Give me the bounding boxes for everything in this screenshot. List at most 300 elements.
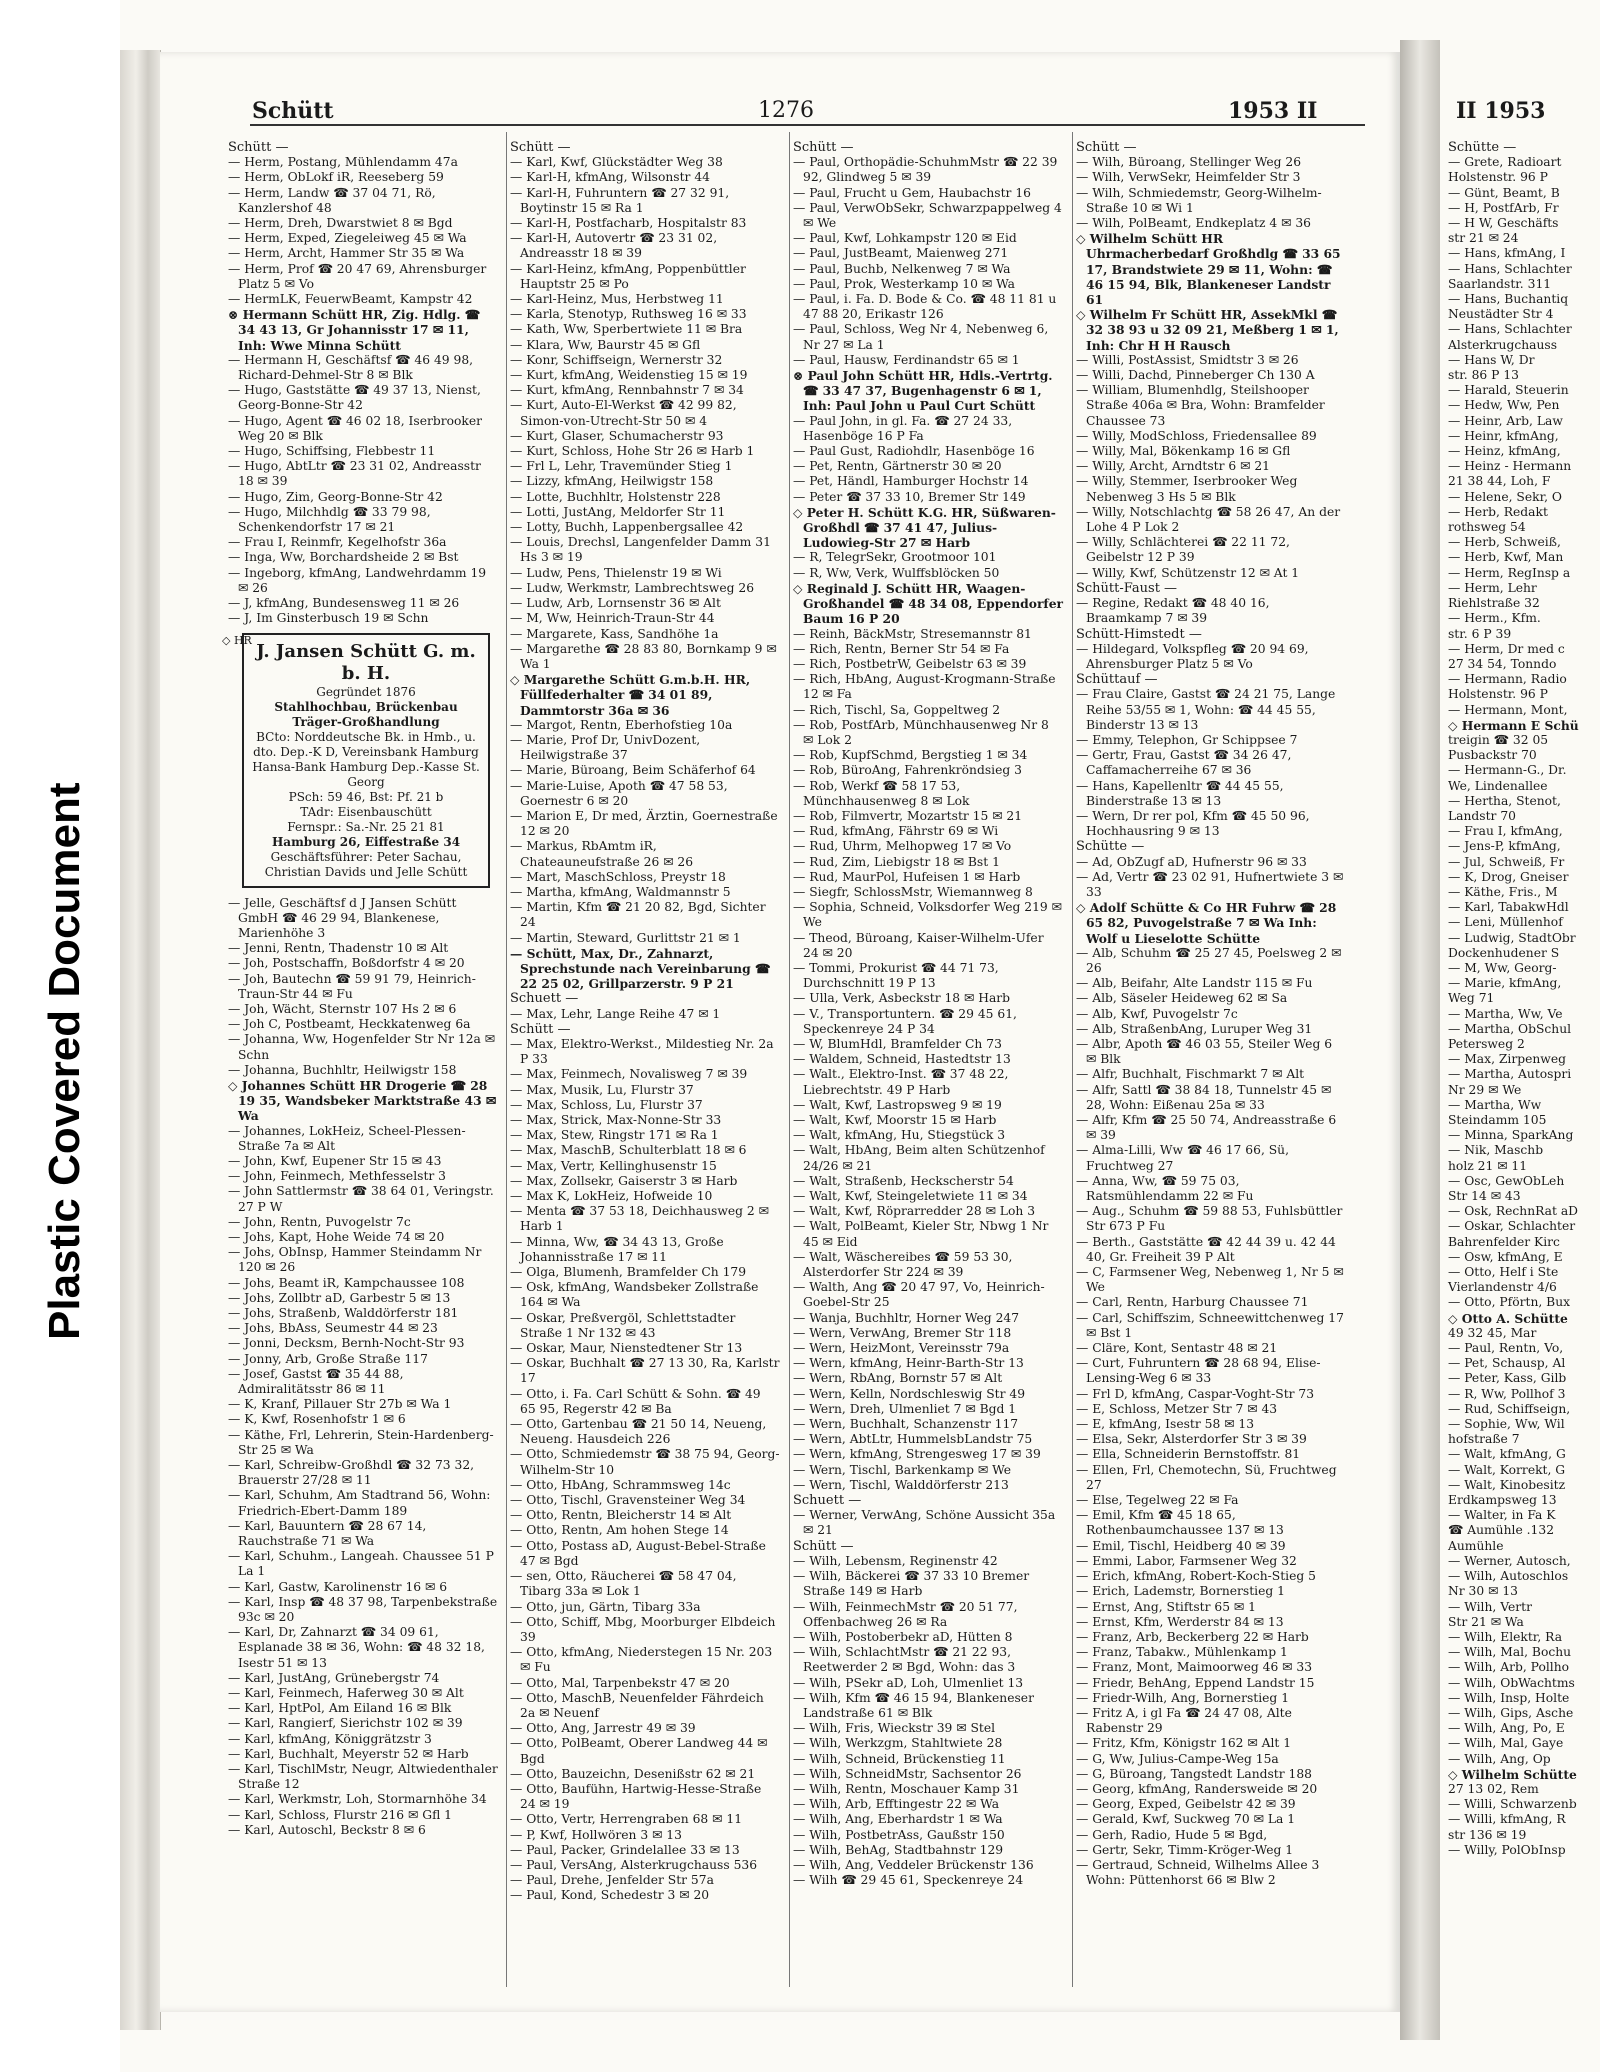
- directory-entry: — Rob, BüroAng, Fahrenkröndsieg 3: [793, 763, 1022, 778]
- directory-entry: — Walt., Elektro-Inst. ☎ 37 48 22, Liebrechtstr. 49 P Harb: [793, 1067, 1009, 1097]
- directory-entry: — Walt, Wäschereibes ☎ 59 53 30, Alsterdorfer Str 224 ✉ 39: [793, 1249, 1013, 1280]
- directory-entry: — Ernst, Ang, Stiftstr 65 ✉ 1: [1076, 1599, 1256, 1614]
- directory-entry: — Wern, Kelln, Nordschleswig Str 49: [793, 1386, 1026, 1401]
- page-number: 1276: [758, 98, 814, 123]
- directory-entry: — Konr, Schiffseign, Wernerstr 32: [510, 352, 723, 367]
- directory-entry: — Wilh, Bäckerei ☎ 37 33 10 Bremer Straße 149 ✉ Harb: [793, 1569, 1030, 1599]
- directory-entry: — Marie-Luise, Apoth ☎ 47 58 53, Goernestr 6 ✉ 20: [510, 778, 728, 808]
- directory-entry: — Wilh, PolBeamt, Endkeplatz 4 ✉ 36: [1076, 216, 1311, 231]
- directory-entry: — Pet, Schausp, Al: [1448, 1356, 1566, 1371]
- directory-entry: — Wern, kfmAng, Strengesweg 17 ✉ 39: [793, 1447, 1041, 1462]
- directory-entry: — Herb, Schweiß,: [1448, 535, 1561, 550]
- directory-entry: — Leni, Müllenhof: [1448, 915, 1563, 930]
- directory-entry: — Cläre, Kont, Sentastr 48 ✉ 21: [1076, 1341, 1278, 1356]
- directory-entry: — Jelle, Geschäftsf d J Jansen Schütt GmbH ☎ 46 29 94, Blankenese, Marienhöhe 3: [228, 895, 457, 940]
- column-divider: [1072, 132, 1073, 1987]
- directory-entry: — Joh C, Postbeamt, Heckkatenweg 6a: [228, 1017, 471, 1032]
- directory-entry: — Ad, ObZugf aD, Hufnerstr 96 ✉ 33: [1076, 854, 1307, 869]
- directory-entry: — Willi, kfmAng, R: [1448, 1812, 1566, 1827]
- directory-entry: — Fritz, Kfm, Königstr 162 ✉ Alt 1: [1076, 1736, 1292, 1751]
- directory-entry: — Willy, Schlächterei ☎ 22 11 72, Geibelstr 12 P 39: [1076, 535, 1290, 565]
- directory-entry: — K, Kranf, Pillauer Str 27b ✉ Wa 1: [228, 1397, 452, 1412]
- directory-entry: — Paul Gust, Radiohdlr, Hasenböge 16: [793, 444, 1035, 459]
- directory-entry: ◇ Peter H. Schütt K.G. HR, Süßwaren-Großhdl ☎ 37 41 47, Julius-Ludowieg-Str 27 ✉ Harb: [793, 504, 1056, 551]
- directory-entry: — Karl, kfmAng, Königgrätzstr 3: [228, 1731, 432, 1746]
- ad-line: Stahlhochbau, Brückenbau: [274, 699, 458, 714]
- directory-entry: — Carl, Rentn, Harburg Chaussee 71: [1076, 1295, 1309, 1310]
- directory-entry: — William, Blumenhdlg, Steilshooper Straße 406a ✉ Bra, Wohn: Bramfelder Chaussee 73: [1076, 383, 1325, 428]
- directory-entry: — Otto, Vertr, Herrengraben 68 ✉ 11: [510, 1812, 743, 1827]
- directory-entry: — Otto, Rentn, Am hohen Stege 14: [510, 1523, 729, 1538]
- directory-entry: — Alb, Schuhm ☎ 25 27 45, Poelsweg 2 ✉ 26: [1076, 945, 1342, 975]
- directory-entry: — Osc, GewObLeh: [1448, 1173, 1565, 1188]
- directory-entry: — Walt, kfmAng, Hu, Stiegstück 3: [793, 1128, 1006, 1143]
- book-gutter: [1400, 40, 1440, 2040]
- directory-entry: — M, Ww, Georg-: [1448, 960, 1557, 975]
- directory-entry: — Ingeborg, kfmAng, Landwehrdamm 19 ✉ 26: [228, 565, 487, 595]
- directory-entry: — Max, MaschB, Schulterblatt 18 ✉ 6: [510, 1143, 747, 1158]
- directory-entry: — Martha, Autospri: [1448, 1067, 1572, 1082]
- directory-entry: str. 86 P 13: [1448, 368, 1519, 383]
- directory-entry: — Wilh, Ang, Op: [1448, 1751, 1551, 1766]
- directory-entry: Schütt-Faust —: [1076, 580, 1178, 596]
- directory-entry: — Paul, Frucht u Gem, Haubachstr 16: [793, 185, 1031, 200]
- directory-entry: Schüttauf —: [1076, 672, 1158, 688]
- ad-line: Träger-Großhandlung: [292, 714, 440, 729]
- directory-entry: — Otto, PolBeamt, Oberer Landweg 44 ✉ Bgd: [510, 1736, 768, 1766]
- directory-entry: — Herm, Exped, Ziegeleiweg 45 ✉ Wa: [228, 231, 467, 246]
- directory-entry: — Wern, AbtLtr, HummelsbLandstr 75: [793, 1432, 1033, 1447]
- directory-entry: — Waldem, Schneid, Hastedtstr 13: [793, 1052, 1011, 1067]
- directory-entry: 21 38 44, Loh, F: [1448, 474, 1551, 489]
- directory-entry: — Karl, Bauuntern ☎ 28 67 14, Rauchstraße 71 ✉ Wa: [228, 1518, 427, 1549]
- directory-entry: — Jonni, Decksm, Bernh-Nocht-Str 93: [228, 1336, 465, 1351]
- directory-entry: — Karl, HptPol, Am Eiland 16 ✉ Blk: [228, 1701, 452, 1716]
- directory-entry: — Kath, Ww, Sperbertwiete 11 ✉ Bra: [510, 322, 743, 337]
- directory-entry: Neustädter Str 4: [1448, 307, 1554, 322]
- directory-entry: Weg 71: [1448, 991, 1495, 1006]
- directory-entry: Alsterkrugchauss: [1448, 337, 1558, 352]
- directory-entry: — Siegfr, SchlossMstr, Wiemannweg 8: [793, 884, 1033, 899]
- directory-entry: — Wilh, Arb, Efftingestr 22 ✉ Wa: [793, 1797, 1000, 1812]
- ad-line: TAdr: Eisenbauschütt: [300, 804, 432, 819]
- directory-entry: — Klara, Ww, Baurstr 45 ✉ Gfl: [510, 337, 701, 352]
- directory-entry: — Hermann, Mont,: [1448, 702, 1568, 717]
- directory-entry: — Paul, Kond, Schedestr 3 ✉ 20: [510, 1888, 710, 1903]
- directory-entry: — Berth., Gaststätte ☎ 42 44 39 u. 42 44 40, Gr. Freiheit 39 P Alt: [1076, 1234, 1336, 1264]
- directory-entry: — Walt, Korrekt, G: [1448, 1462, 1566, 1477]
- directory-entry: ◇ Wilhelm Fr Schütt HR, AssekMkl ☎ 32 38 93 u 32 09 21, Meßberg 1 ✉ 1, Inh: Chr H H Rausch: [1076, 307, 1339, 353]
- directory-entry: Schütt —: [793, 140, 854, 155]
- directory-entry: — Jul, Schweiß, Fr: [1448, 854, 1565, 869]
- directory-entry: — Herm, Landw ☎ 37 04 71, Rö, Kanzlershof 48: [228, 185, 436, 215]
- directory-entry: — Paul, Orthopädie-SchuhmMstr ☎ 22 39 92, Glindweg 5 ✉ 39: [793, 155, 1058, 185]
- directory-entry: — R, TelegrSekr, Grootmoor 101: [793, 550, 997, 565]
- directory-entry: — Peter ☎ 37 33 10, Bremer Str 149: [793, 489, 1026, 504]
- directory-entry: Schütt-Himstedt —: [1076, 626, 1202, 642]
- directory-entry: — Max, Zollsekr, Gaiserstr 3 ✉ Harb: [510, 1173, 738, 1188]
- directory-entry: ⊗ Paul John Schütt HR, Hdls.-Vertrtg. ☎ 33 47 37, Bugenhagenstr 6 ✉ 1, Inh: Paul John u Paul Curt Schütt: [793, 368, 1053, 414]
- directory-entry: — Frau I, Reinmfr, Kegelhofstr 36a: [228, 535, 447, 550]
- directory-entry: — Georg, Exped, Geibelstr 42 ✉ 39: [1076, 1797, 1296, 1812]
- running-head-year: 1953 II: [1228, 98, 1318, 124]
- directory-entry: — Rud, Uhrm, Melhopweg 17 ✉ Vo: [793, 839, 1012, 854]
- directory-entry: — Wern, Buchhalt, Schanzenstr 117: [793, 1417, 1019, 1432]
- directory-entry: — Otto, Postass aD, August-Bebel-Straße 47 ✉ Bgd: [510, 1538, 766, 1568]
- directory-entry: — Karl, Insp ☎ 48 37 98, Tarpenbekstraße 93c ✉ 20: [228, 1594, 498, 1625]
- directory-entry: — Otto, Schiff, Mbg, Moorburger Elbdeich 39: [510, 1614, 776, 1644]
- directory-entry: — Paul, i. Fa. D. Bode & Co. ☎ 48 11 81 u 47 88 20, Erikastr 126: [793, 292, 1057, 322]
- directory-entry: — Willi, Dachd, Pinneberger Ch 130 A: [1076, 368, 1315, 383]
- directory-entry: — Wilh, Rentn, Moschauer Kamp 31: [793, 1781, 1020, 1796]
- directory-entry: — Max, Zirpenweg: [1448, 1052, 1566, 1067]
- entry-list: [228, 896, 498, 1839]
- entry-list: [793, 140, 1063, 1888]
- directory-entry: — Otto, i. Fa. Carl Schütt & Sohn. ☎ 49 65 95, Regerstr 42 ✉ Ba: [510, 1386, 761, 1416]
- directory-entry: — Karl, Schuhm., Langeah. Chaussee 51 P La 1: [228, 1549, 494, 1579]
- directory-entry: Holstenstr. 96 P: [1448, 170, 1548, 185]
- directory-entry: — Hans, Schlachter: [1448, 261, 1572, 276]
- ad-line: Fernspr.: Sa.-Nr. 25 21 81: [287, 819, 445, 834]
- directory-entry: — Frl D, kfmAng, Caspar-Voght-Str 73: [1076, 1386, 1315, 1401]
- directory-entry: — Rud, MaurPol, Hufeisen 1 ✉ Harb: [793, 869, 1021, 884]
- directory-entry: — Hertha, Stenot,: [1448, 793, 1561, 808]
- directory-entry: — Peter, Kass, Gilb: [1448, 1371, 1567, 1386]
- directory-entry: — Martha, Ww, Ve: [1448, 1006, 1563, 1021]
- directory-entry: — Wilh, Elektr, Ra: [1448, 1629, 1563, 1644]
- directory-entry: — Herm, Archt, Hammer Str 35 ✉ Wa: [228, 246, 465, 261]
- directory-entry: Pusbackstr 70: [1448, 748, 1537, 763]
- running-head-title: Schütt: [252, 98, 334, 124]
- directory-entry: — Max, Lehr, Lange Reihe 47 ✉ 1: [510, 1006, 721, 1021]
- directory-entry: — Wilh, Lebensm, Reginenstr 42: [793, 1553, 998, 1568]
- directory-entry: — Paul, Kwf, Lohkampstr 120 ✉ Eid: [793, 231, 1017, 246]
- directory-entry: — Gerald, Kwf, Suckweg 70 ✉ La 1: [1076, 1812, 1296, 1827]
- directory-entry: — Wilh, PSekr aD, Loh, Ulmenliet 13: [793, 1675, 1024, 1690]
- directory-entry: — Emmy, Telephon, Gr Schippsee 7: [1076, 732, 1298, 747]
- directory-entry: — Wilh, Insp, Holte: [1448, 1690, 1570, 1705]
- directory-entry: Holstenstr. 96 P: [1448, 687, 1548, 702]
- directory-entry: — Karla, Stenotyp, Ruthsweg 16 ✉ 33: [510, 307, 747, 322]
- directory-entry: — Karl, Gastw, Karolinenstr 16 ✉ 6: [228, 1579, 448, 1594]
- directory-entry: — Alb, StraßenbAng, Luruper Weg 31: [1076, 1021, 1313, 1036]
- directory-entry: — Karl, Schuhm, Am Stadtrand 56, Wohn: Friedrich-Ebert-Damm 189: [228, 1488, 491, 1518]
- directory-entry: — Franz, Arb, Beckerberg 22 ✉ Harb: [1076, 1629, 1309, 1644]
- directory-entry: — Wilh, VerwSekr, Heimfelder Str 3: [1076, 170, 1301, 185]
- directory-entry: Schütt —: [793, 1538, 854, 1554]
- directory-entry: — Elsa, Sekr, Alsterdorfer Str 3 ✉ 39: [1076, 1432, 1307, 1447]
- directory-entry: — Johannes, LokHeiz, Scheel-Plessen-Straße 7a ✉ Alt: [228, 1123, 466, 1153]
- entry-list: [510, 140, 780, 1904]
- directory-entry: — Otto, Pförtn, Bux: [1448, 1295, 1571, 1310]
- directory-entry: — Oskar, Maur, Nienstedtener Str 13: [510, 1341, 743, 1356]
- directory-entry: — Otto, Mal, Tarpenbekstr 47 ✉ 20: [510, 1675, 730, 1690]
- directory-entry: — Hermann, Radio: [1448, 672, 1567, 687]
- directory-entry: — Willi, PostAssist, Smidtstr 3 ✉ 26: [1076, 352, 1299, 367]
- directory-entry: — Hermann H, Geschäftsf ☎ 46 49 98, Richard-Dehmel-Str 8 ✉ Blk: [228, 352, 474, 383]
- directory-entry: — Paul, Prok, Westerkamp 10 ✉ Wa: [793, 276, 1015, 291]
- directory-entry: — Anna, Ww, ☎ 59 75 03, Ratsmühlendamm 22 ✉ Fu: [1076, 1173, 1254, 1204]
- directory-entry: — Walter, in Fa K: [1448, 1508, 1556, 1523]
- directory-entry: — Ulla, Verk, Asbeckstr 18 ✉ Harb: [793, 991, 1011, 1006]
- entry-list: [1076, 140, 1346, 1888]
- directory-entry: — Jonny, Arb, Große Straße 117: [228, 1351, 428, 1366]
- directory-entry: — Joh, Postschaffn, Boßdorfstr 4 ✉ 20: [228, 956, 465, 971]
- directory-entry: — Walth, Ang ☎ 20 47 97, Vo, Heinrich-Goebel-Str 25: [793, 1280, 1045, 1310]
- directory-entry: — Oskar, Buchhalt ☎ 27 13 30, Ra, Karlstr 17: [510, 1356, 780, 1386]
- directory-entry: Vierlandenstr 4/6: [1448, 1280, 1557, 1295]
- directory-entry: — Otto, Rentn, Bleicherstr 14 ✉ Alt: [510, 1508, 732, 1523]
- directory-entry: — Albr, Apoth ☎ 46 03 55, Steiler Weg 6 ✉ Blk: [1076, 1036, 1333, 1067]
- directory-entry: — Gerh, Radio, Hude 5 ✉ Bgd,: [1076, 1827, 1268, 1842]
- directory-entry: — Martin, Kfm ☎ 21 20 82, Bgd, Sichter 24: [510, 900, 766, 930]
- directory-entry: — Wilh, Schmiedemstr, Georg-Wilhelm-Straße 10 ✉ Wi 1: [1076, 185, 1322, 215]
- directory-entry: — Johs, Straßenb, Walddörferstr 181: [228, 1305, 459, 1320]
- directory-entry: — Joh, Bautechn ☎ 59 91 79, Heinrich-Traun-Str 44 ✉ Fu: [228, 971, 476, 1001]
- directory-entry: — Walt, Kinobesitz: [1448, 1477, 1566, 1492]
- directory-entry: — Nik, Maschb: [1448, 1143, 1544, 1158]
- directory-entry: Landstr 70: [1448, 808, 1516, 823]
- directory-entry: — Hermann-G., Dr.: [1448, 763, 1567, 778]
- directory-entry: — Ludw, Pens, Thielenstr 19 ✉ Wi: [510, 565, 722, 580]
- directory-entry: — Mart, MaschSchloss, Preystr 18: [510, 869, 726, 884]
- ad-line: Hansa-Bank Hamburg Dep.-Kasse St. Georg: [252, 759, 480, 789]
- directory-entry: — Wilh, Mal, Bochu: [1448, 1645, 1572, 1660]
- directory-entry: — Margarete, Kass, Sandhöhe 1a: [510, 626, 719, 641]
- directory-entry: — Heinz - Hermann: [1448, 459, 1572, 474]
- directory-entry: — Paul, Buchb, Nelkenweg 7 ✉ Wa: [793, 261, 1011, 276]
- directory-entry: — Reinh, BäckMstr, Stresemannstr 81: [793, 626, 1032, 641]
- directory-entry: — Wern, Dreh, Ulmenliet 7 ✉ Bgd 1: [793, 1401, 1017, 1416]
- directory-entry: — Wilh ☎ 29 45 61, Speckenreye 24: [793, 1873, 1024, 1888]
- directory-entry: — Paul, JustBeamt, Maienweg 271: [793, 246, 1009, 261]
- directory-entry: — Martha, kfmAng, Waldmannstr 5: [510, 884, 731, 899]
- directory-entry: — Regine, Redakt ☎ 48 40 16, Braamkamp 7 ✉ 39: [1076, 596, 1270, 626]
- directory-entry: — Otto, kfmAng, Niederstegen 15 Nr. 203 ✉ Fu: [510, 1645, 773, 1675]
- directory-entry: — Johs, Beamt iR, Kampchaussee 108: [228, 1275, 465, 1290]
- directory-entry: — Karl, Kwf, Glückstädter Weg 38: [510, 155, 723, 170]
- directory-entry: — Walt, Kwf, Lastropsweg 9 ✉ 19: [793, 1097, 1002, 1112]
- directory-entry: Erdkampsweg 13: [1448, 1493, 1557, 1508]
- directory-entry: — Friedr, BehAng, Eppend Landstr 15: [1076, 1675, 1315, 1690]
- directory-entry: — Minna, Ww, ☎ 34 43 13, Große Johannisstraße 17 ✉ 11: [510, 1234, 724, 1264]
- directory-entry: — Herm., Kfm.: [1448, 611, 1541, 626]
- directory-entry: — Minna, SparkAng: [1448, 1128, 1574, 1143]
- directory-entry: Schütt —: [228, 140, 289, 155]
- directory-entry: — Wilh, BehAg, Stadtbahnstr 129: [793, 1842, 1004, 1857]
- directory-entry: — Marie, Büroang, Beim Schäferhof 64: [510, 763, 756, 778]
- directory-entry: — Lotty, Buchh, Lappenbergsallee 42: [510, 520, 744, 535]
- directory-entry: — Kurt, kfmAng, Rennbahnstr 7 ✉ 34: [510, 383, 744, 398]
- directory-entry: — Walt, PolBeamt, Kieler Str, Nbwg 1 Nr 45 ✉ Eid: [793, 1219, 1049, 1249]
- directory-entry: — Wilh, SchlachtMstr ☎ 21 22 93, Reetwerder 2 ✉ Bgd, Wohn: das 3: [793, 1645, 1016, 1675]
- directory-entry: — Frau I, kfmAng,: [1448, 824, 1563, 839]
- directory-entry: — K, Drog, Gneiser: [1448, 869, 1569, 884]
- directory-entry: — Martha, Ww: [1448, 1097, 1542, 1112]
- directory-entry: — Käthe, Frl, Lehrerin, Stein-Hardenberg-Str 25 ✉ Wa: [228, 1427, 494, 1457]
- directory-entry: — Harald, Steuerin: [1448, 383, 1569, 398]
- directory-entry: — Walt, HbAng, Beim alten Schützenhof 24/26 ✉ 21: [793, 1143, 1045, 1173]
- directory-entry: Nr 30 ✉ 13: [1448, 1584, 1518, 1599]
- sticker-label: Plastic Covered Document: [40, 782, 89, 1340]
- directory-entry: — Alb, Säseler Heideweg 62 ✉ Sa: [1076, 991, 1288, 1006]
- directory-entry: — Otto, Baufühn, Hartwig-Hesse-Straße 24 ✉ 19: [510, 1781, 762, 1812]
- directory-entry: — Karl, Werkmstr, Loh, Stormarnhöhe 34: [228, 1792, 487, 1807]
- directory-entry: — Wilh, Büroang, Stellinger Weg 26: [1076, 155, 1302, 170]
- directory-entry: — Otto, Bauzeichn, Desenißstr 62 ✉ 21: [510, 1766, 756, 1781]
- directory-entry: — sen, Otto, Räucherei ☎ 58 47 04, Tibarg 33a ✉ Lok 1: [510, 1569, 737, 1599]
- directory-entry: — Gertraud, Schneid, Wilhelms Allee 3 Wohn: Püttenhorst 66 ✉ Blw 2: [1076, 1857, 1320, 1888]
- directory-entry: Petersweg 2: [1448, 1036, 1525, 1051]
- directory-entry: — Willy, ModSchloss, Friedensallee 89: [1076, 428, 1317, 443]
- directory-entry: — Wilh, Ang, Veddeler Brückenstr 136: [793, 1857, 1034, 1872]
- directory-entry: — Alb, Beifahr, Alte Landstr 115 ✉ Fu: [1076, 976, 1313, 991]
- directory-entry: — Werner, Autosch,: [1448, 1553, 1571, 1568]
- directory-entry: — Lotti, JustAng, Meldorfer Str 11: [510, 504, 726, 519]
- directory-entry: — Curt, Fuhruntern ☎ 28 68 94, Elise-Lensing-Weg 6 ✉ 33: [1076, 1356, 1321, 1386]
- ad-line: Hamburg 26, Eiffestraße 34: [271, 834, 461, 849]
- directory-entry: — Willy, PolObInsp: [1448, 1842, 1566, 1857]
- directory-entry: — Georg, kfmAng, Randersweide ✉ 20: [1076, 1781, 1318, 1796]
- directory-entry: — Ad, Vertr ☎ 23 02 91, Hufnertwiete 3 ✉ 33: [1076, 869, 1344, 899]
- directory-entry: — Otto, Gartenbau ☎ 21 50 14, Neueng, Neueng. Hausdeich 226: [510, 1417, 767, 1447]
- directory-entry: — Wilh, Werkzgm, Stahltwiete 28: [793, 1736, 1003, 1751]
- directory-entry: — John, Kwf, Eupener Str 15 ✉ 43: [228, 1153, 442, 1168]
- directory-entry: — Willy, Stemmer, Iserbrooker Weg Nebenweg 3 Hs 5 ✉ Blk: [1076, 474, 1298, 504]
- directory-entry: — Johs, BbAss, Seumestr 44 ✉ 23: [228, 1321, 438, 1336]
- directory-entry: — Osk, kfmAng, Wandsbeker Zollstraße 164 ✉ Wa: [510, 1280, 759, 1310]
- directory-entry: — E, Schloss, Metzer Str 7 ✉ 43: [1076, 1401, 1278, 1416]
- directory-entry: ☎ Aumühle .132: [1448, 1523, 1555, 1538]
- directory-entry: — Joh, Wächt, Sternstr 107 Hs 2 ✉ 6: [228, 1001, 457, 1016]
- directory-entry: — Paul John, in gl. Fa. ☎ 27 24 33, Hasenböge 16 P Fa: [793, 413, 1013, 443]
- directory-entry: Saarlandstr. 311: [1448, 276, 1552, 291]
- directory-entry: — Franz, Tabakw., Mühlenkamp 1: [1076, 1645, 1288, 1660]
- directory-entry: — Max, Musik, Lu, Flurstr 37: [510, 1082, 694, 1097]
- directory-entry: str 136 ✉ 19: [1448, 1827, 1527, 1842]
- directory-entry: — Heinr, Arb, Law: [1448, 413, 1563, 428]
- directory-entry: — Josef, Gastst ☎ 35 44 88, Admiralitätsstr 86 ✉ 11: [228, 1366, 404, 1396]
- directory-entry: 49 32 45, Mar: [1448, 1325, 1537, 1340]
- directory-entry: — Paul, Rentn, Vo,: [1448, 1341, 1564, 1356]
- directory-entry: — Inga, Ww, Borchardsheide 2 ✉ Bst: [228, 550, 459, 565]
- directory-entry: — Hugo, Agent ☎ 46 02 18, Iserbrooker Weg 20 ✉ Blk: [228, 413, 483, 443]
- directory-entry: — P, Kwf, Hollwören 3 ✉ 13: [510, 1827, 682, 1842]
- directory-entry: — Karl-H, Postfacharb, Hospitalstr 83: [510, 216, 747, 231]
- header-rule: [250, 124, 1365, 126]
- directory-entry: — Hans, Kapellenltr ☎ 44 45 55, Binderstraße 13 ✉ 13: [1076, 778, 1284, 808]
- directory-entry: — Otto, HbAng, Schrammsweg 14c: [510, 1477, 731, 1492]
- directory-entry: ◇ Adolf Schütte & Co HR Fuhrw ☎ 28 65 82, Puvogelstraße 7 ✉ Wa Inh: Wolf u Lieselotte Schütte: [1076, 900, 1337, 946]
- directory-entry: Steindamm 105: [1448, 1113, 1547, 1127]
- directory-entry: — Paul, VersAng, Alsterkrugchauss 536: [510, 1857, 758, 1872]
- directory-entry: ◇ Wilhelm Schütte: [1448, 1766, 1577, 1782]
- directory-entry: — Willy, Notschlachtg ☎ 58 26 47, An der Lohe 4 P Lok 2: [1076, 504, 1341, 535]
- directory-entry: — Osw, kfmAng, E: [1448, 1249, 1563, 1264]
- directory-entry: — Otto, Schmiedemstr ☎ 38 75 94, Georg-Wilhelm-Str 10: [510, 1447, 780, 1477]
- directory-entry: — Karl-H, Autovertr ☎ 23 31 02, Andreasstr 18 ✉ 39: [510, 231, 718, 261]
- directory-entry: — Karl, Dr, Zahnarzt ☎ 34 09 61, Esplanade 38 ✉ 36, Wohn: ☎ 48 32 18, Isestr 51 ✉ 13: [228, 1625, 485, 1670]
- directory-entry: — Wern, VerwAng, Bremer Str 118: [793, 1325, 1012, 1340]
- directory-entry: Riehlstraße 32: [1448, 596, 1540, 611]
- directory-entry: — Karl-Heinz, Mus, Herbstweg 11: [510, 292, 724, 307]
- directory-entry: ◇ Hermann E Schü: [1448, 717, 1579, 733]
- directory-entry: — Margarethe ☎ 28 83 80, Bornkamp 9 ✉ Wa 1: [510, 641, 777, 671]
- directory-entry: — Margot, Rentn, Eberhofstieg 10a: [510, 717, 733, 732]
- directory-entry: — H W, Geschäfts: [1448, 216, 1559, 231]
- directory-entry: — Wilh, Kfm ☎ 46 15 94, Blankeneser Landstraße 61 ✉ Blk: [793, 1690, 1034, 1720]
- directory-entry: — Menta ☎ 37 53 18, Deichhausweg 2 ✉ Harb 1: [510, 1204, 769, 1234]
- directory-entry: — Max, Vertr, Kellinghusenstr 15: [510, 1158, 717, 1173]
- directory-entry: — Frau Claire, Gastst ☎ 24 21 75, Lange Reihe 53/55 ✉ 1, Wohn: ☎ 44 45 55, Binderstr 13 ✉ 13: [1076, 687, 1336, 732]
- directory-entry: — Hans, Schlachter: [1448, 322, 1572, 337]
- directory-entry: — Sophia, Schneid, Volksdorfer Weg 219 ✉ We: [793, 900, 1062, 930]
- directory-entry: — Rob, Filmvertr, Mozartstr 15 ✉ 21: [793, 808, 1023, 823]
- directory-entry: — Hans, Buchantiq: [1448, 292, 1569, 307]
- directory-entry: Str 21 ✉ Wa: [1448, 1614, 1524, 1629]
- directory-entry: — Rob, Werkf ☎ 58 17 53, Münchhausenweg 8 ✉ Lok: [793, 778, 970, 808]
- directory-entry: — Fritz A, i gl Fa ☎ 24 47 08, Alte Rabenstr 29: [1076, 1705, 1292, 1736]
- directory-entry: — Aug., Schuhm ☎ 59 88 53, Fuhlsbüttler Str 673 P Fu: [1076, 1204, 1343, 1234]
- directory-entry: — Olga, Blumenh, Bramfelder Ch 179: [510, 1265, 747, 1280]
- directory-entry: — G, Büroang, Tangstedt Landstr 188: [1076, 1766, 1313, 1781]
- directory-entry: — Alma-Lilli, Ww ☎ 46 17 66, Sü, Fruchtweg 27: [1076, 1143, 1290, 1173]
- directory-entry: ◇ Wilhelm Schütt HR Uhrmacherbedarf Großhdlg ☎ 33 65 17, Brandstwiete 29 ✉ 11, Wohn: ☎ 46 15 94, Blk, Blankeneser Landstr 61: [1076, 231, 1341, 308]
- directory-entry: — Ludwig, StadtObr: [1448, 930, 1576, 945]
- directory-entry: — Wern, HeizMont, Vereinsstr 79a: [793, 1341, 1010, 1356]
- column-divider: [789, 132, 790, 1987]
- directory-entry: — Carl, Schiffszim, Schneewittchenweg 17 ✉ Bst 1: [1076, 1310, 1344, 1340]
- directory-entry: — C, Farmsener Weg, Nebenweg 1, Nr 5 ✉ We: [1076, 1265, 1344, 1295]
- directory-entry: — Karl, Autoschl, Beckstr 8 ✉ 6: [228, 1822, 426, 1837]
- directory-entry: — John, Feinmech, Methfesselstr 3: [228, 1169, 446, 1184]
- directory-entry: Str 14 ✉ 43: [1448, 1189, 1521, 1204]
- directory-entry: — Wilh, Mal, Gaye: [1448, 1736, 1564, 1751]
- directory-entry: — Markus, RbAmtm iR, Chateauneufstraße 26 ✉ 26: [510, 839, 694, 869]
- directory-entry: — Herm, Dr med c: [1448, 641, 1565, 656]
- directory-entry: — Herm, Prof ☎ 20 47 69, Ahrensburger Platz 5 ✉ Vo: [228, 261, 487, 291]
- directory-entry: — Max K, LokHeiz, Hofweide 10: [510, 1189, 713, 1204]
- directory-entry: rothsweg 54: [1448, 520, 1526, 535]
- directory-entry: Schuett —: [793, 1493, 862, 1509]
- directory-entry: — Sophie, Ww, Wil: [1448, 1417, 1565, 1432]
- directory-entry: Schütt —: [510, 140, 571, 155]
- directory-entry: — Otto, MaschB, Neuenfelder Fährdeich 2a ✉ Neuenf: [510, 1690, 764, 1720]
- directory-entry: — Käthe, Fris., M: [1448, 884, 1558, 899]
- directory-entry: — Karl-H, kfmAng, Wilsonstr 44: [510, 170, 710, 185]
- directory-entry: — Johs, Kapt, Hohe Weide 74 ✉ 20: [228, 1229, 445, 1244]
- directory-entry: — Rud, Schiffseign,: [1448, 1401, 1571, 1416]
- directory-entry: ◇ Otto A. Schütte: [1448, 1310, 1568, 1326]
- directory-entry: — Marie, Prof Dr, UnivDozent, Heilwigstraße 37: [510, 732, 701, 763]
- directory-entry: — Heinz, kfmAng,: [1448, 444, 1561, 459]
- ad-line: BCto: Norddeutsche Bk. in Hmb., u. dto. Dep.-K D, Vereinsbank Hamburg: [253, 729, 479, 759]
- directory-entry: — Wilh, ObWachtms: [1448, 1675, 1575, 1690]
- directory-entry: treigin ☎ 32 05: [1448, 732, 1549, 747]
- directory-entry: — Theod, Büroang, Kaiser-Wilhelm-Ufer 24 ✉ 20: [793, 930, 1044, 960]
- directory-entry: — Otto, jun, Gärtn, Tibarg 33a: [510, 1599, 701, 1614]
- directory-entry: — Herm, Postang, Mühlendamm 47a: [228, 155, 458, 170]
- directory-entry: — Alfr, Buchhalt, Fischmarkt 7 ✉ Alt: [1076, 1067, 1305, 1082]
- directory-entry: Schütt —: [1076, 140, 1137, 155]
- directory-entry: — Martha, ObSchul: [1448, 1021, 1572, 1036]
- directory-entry: — Walt, kfmAng, G: [1448, 1447, 1566, 1462]
- directory-entry: — Günt, Beamt, B: [1448, 185, 1560, 200]
- directory-entry: Dockenhudener S: [1448, 945, 1560, 960]
- column-divider: [506, 132, 507, 1987]
- directory-entry: — Wern, Tischl, Walddörferstr 213: [793, 1477, 1009, 1492]
- directory-entry: — W, BlumHdl, Bramfelder Ch 73: [793, 1036, 1002, 1051]
